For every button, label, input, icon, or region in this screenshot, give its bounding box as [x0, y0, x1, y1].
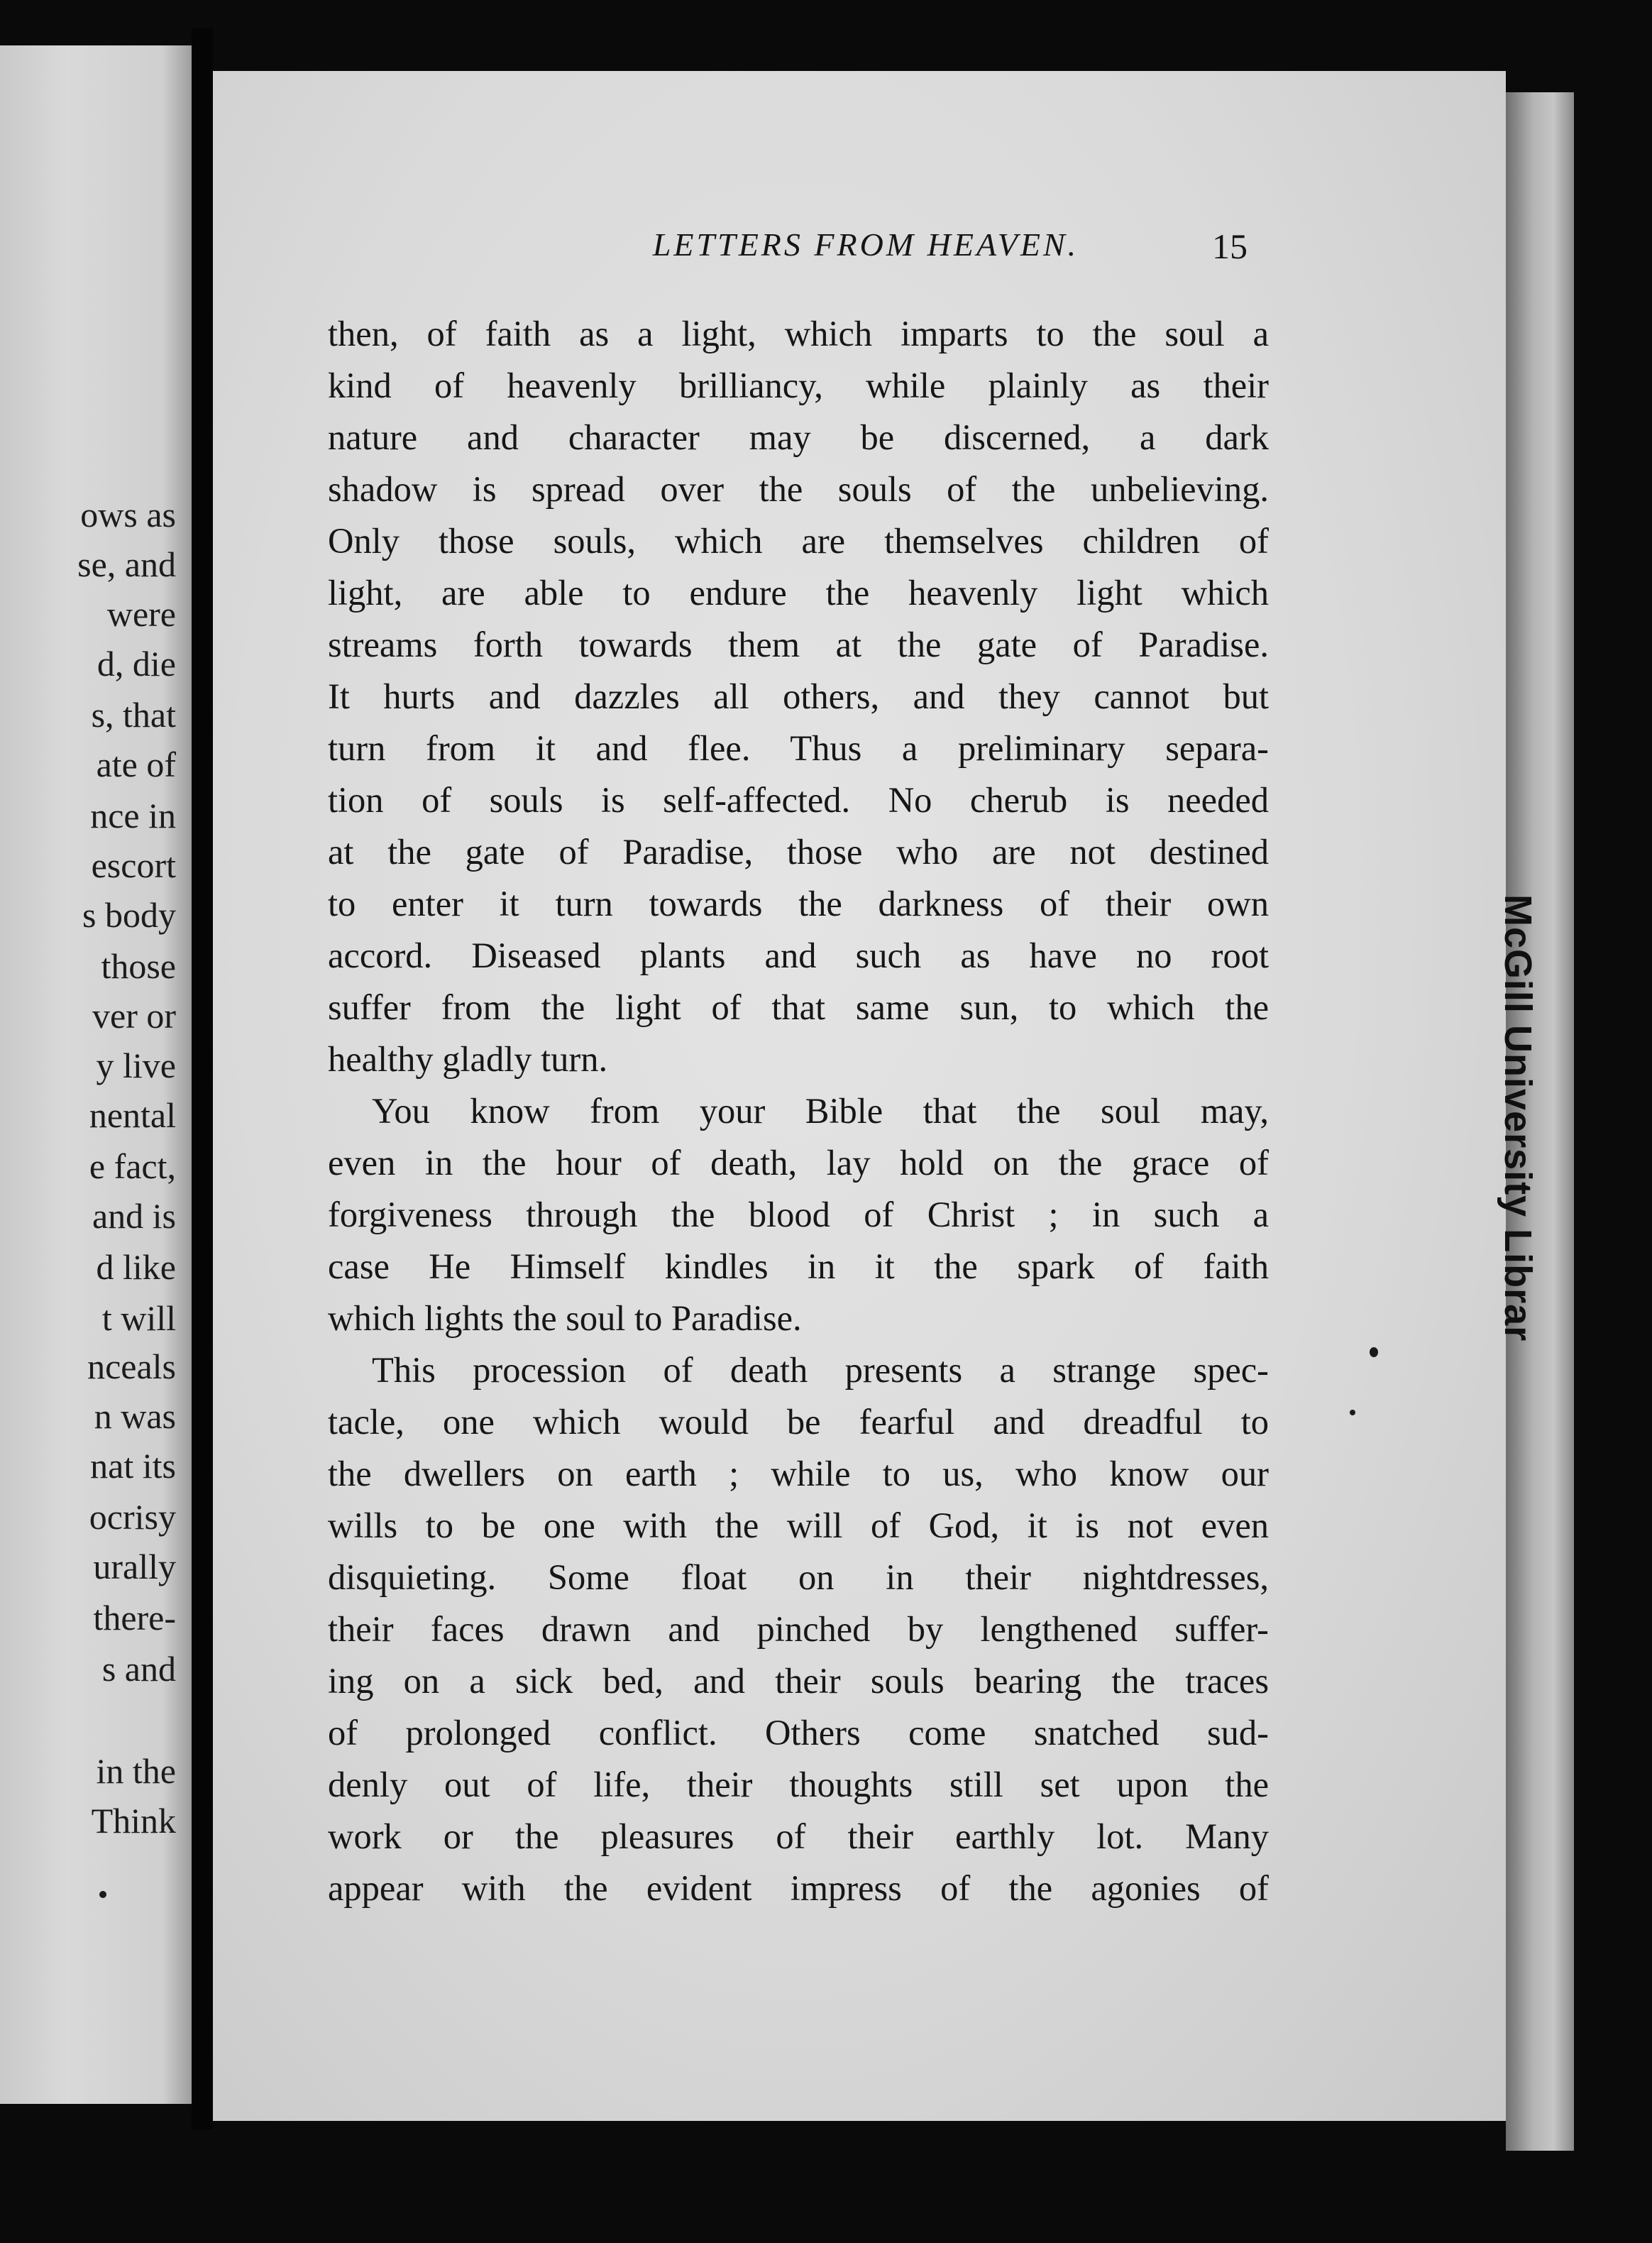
left-page-line: d like [96, 1247, 176, 1287]
scan-speck [99, 1891, 106, 1898]
text-line: turn from it and flee. Thus a preliminary separa- [328, 728, 1269, 768]
text-line: disquieting. Some float on in their nightdresses, [328, 1557, 1269, 1597]
left-page-line: nceals [87, 1347, 176, 1386]
left-page-line: nental [89, 1095, 176, 1135]
text-line: tacle, one which would be fearful and dreadful to [328, 1402, 1269, 1442]
text-line: kind of heavenly brilliancy, while plainly as their [328, 366, 1269, 405]
left-page-line: ate of [96, 745, 176, 784]
left-page-line: Think [91, 1801, 176, 1841]
text-line: then, of faith as a light, which imparts to the soul a [328, 314, 1269, 353]
left-page-line: ver or [92, 996, 176, 1036]
text-line: at the gate of Paradise, those who are not destined [328, 832, 1269, 872]
left-page-line: in the [96, 1751, 176, 1791]
text-line: of prolonged conflict. Others come snatched sud- [328, 1713, 1269, 1753]
text-line: It hurts and dazzles all others, and they cannot but [328, 676, 1269, 716]
left-page-line: y live [96, 1046, 176, 1085]
left-page-line: d, die [97, 644, 176, 684]
text-line: streams forth towards them at the gate of Paradise. [328, 625, 1269, 664]
text-line: Only those souls, which are themselves children of [328, 521, 1269, 561]
text-line: to enter it turn towards the darkness of their own [328, 884, 1269, 923]
left-page-line: t will [101, 1298, 176, 1338]
text-line: ing on a sick bed, and their souls bearing the traces [328, 1661, 1269, 1701]
text-line: shadow is spread over the souls of the unbelieving. [328, 469, 1269, 509]
text-line: light, are able to endure the heavenly light which [328, 573, 1269, 613]
left-page-line: s body [82, 895, 176, 935]
left-page-line: were [106, 594, 176, 634]
text-line: accord. Diseased plants and such as have no root [328, 936, 1269, 975]
left-page-line: urally [93, 1547, 176, 1586]
text-line: the dwellers on earth ; while to us, who know our [328, 1454, 1269, 1493]
text-line: work or the pleasures of their earthly lot. Many [328, 1816, 1269, 1856]
text-line: tion of souls is self-affected. No cherub is needed [328, 780, 1269, 820]
left-page-line: escort [91, 845, 176, 885]
text-line: You know from your Bible that the soul may, [372, 1091, 1269, 1131]
text-line: suffer from the light of that same sun, to which the [328, 987, 1269, 1027]
text-line: healthy gladly turn. [328, 1039, 608, 1079]
left-page-line: ows as [80, 495, 176, 534]
body-text [328, 308, 1269, 1914]
running-head: LETTERS FROM HEAVEN. [652, 226, 1079, 263]
left-page-line: those [101, 946, 176, 986]
left-page-line: ocrisy [89, 1497, 176, 1537]
text-line: denly out of life, their thoughts still set upon the [328, 1765, 1269, 1804]
text-line: case He Himself kindles in it the spark of faith [328, 1246, 1269, 1286]
library-stamp: McGill University Librar [1497, 894, 1539, 1342]
left-page-line: there- [93, 1598, 176, 1638]
book-page [213, 71, 1506, 2121]
scan-speck [1350, 1410, 1355, 1415]
text-line: which lights the soul to Paradise. [328, 1298, 802, 1338]
left-page-line: and is [92, 1196, 176, 1236]
left-page-line: nce in [90, 796, 176, 835]
text-line: even in the hour of death, lay hold on the grace of [328, 1143, 1269, 1183]
text-line: nature and character may be discerned, a dark [328, 417, 1269, 457]
left-page-line: s and [101, 1649, 176, 1689]
left-page-line: e fact, [89, 1146, 176, 1186]
text-line: their faces drawn and pinched by lengthened suffer- [328, 1609, 1269, 1649]
left-page-fragment [0, 45, 192, 2104]
page-number: 15 [1212, 226, 1248, 266]
text-line: wills to be one with the will of God, it is not even [328, 1506, 1269, 1545]
left-page-line: n was [94, 1396, 176, 1436]
scan-speck [1370, 1347, 1378, 1357]
left-page-line: s, that [91, 695, 176, 735]
left-page-line: se, and [77, 544, 176, 584]
text-line: appear with the evident impress of the agonies of [328, 1868, 1269, 1908]
text-line: forgiveness through the blood of Christ ; in such a [328, 1195, 1269, 1234]
left-page-line: nat its [90, 1446, 176, 1486]
page-gutter [192, 28, 213, 2129]
text-line: This procession of death presents a strange spec- [372, 1350, 1269, 1390]
